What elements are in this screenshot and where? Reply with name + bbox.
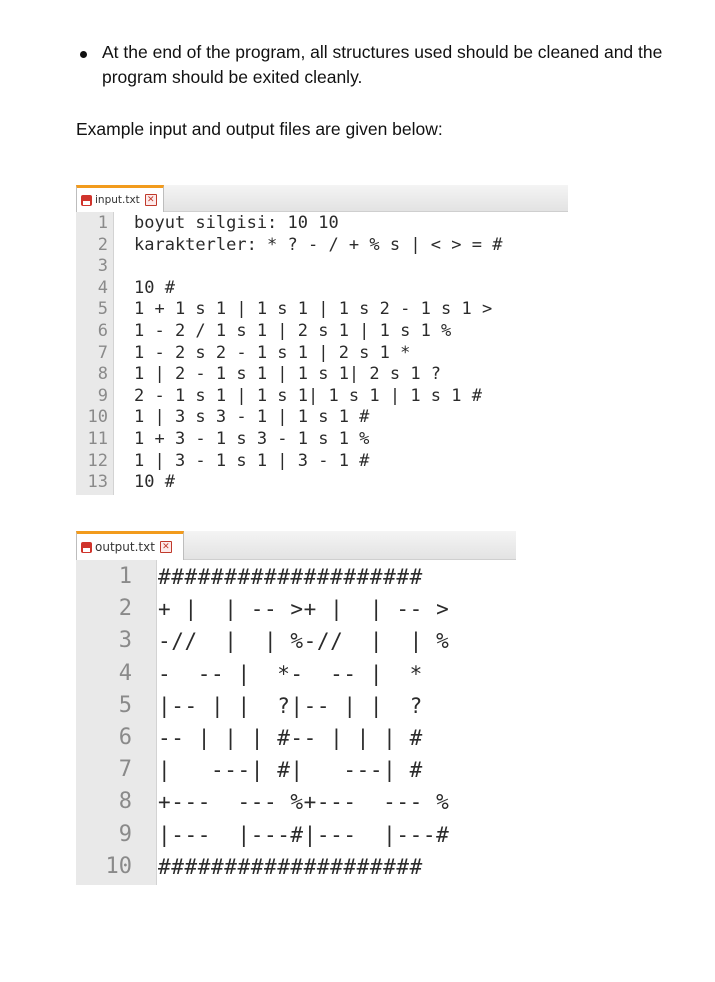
- line-text: 1 | 2 - 1 s 1 | 1 s 1| 2 s 1 ?: [134, 364, 442, 385]
- line-number: 10: [87, 407, 108, 428]
- line-number: 12: [87, 450, 108, 471]
- line-number: 6: [118, 725, 132, 750]
- code-line: [76, 429, 568, 451]
- code-line: [76, 343, 568, 365]
- line-number: 6: [97, 321, 108, 341]
- line-number: 1: [118, 564, 132, 589]
- line-text: 1 + 1 s 1 | 1 s 1 | 1 s 2 - 1 s 1 >: [134, 299, 493, 320]
- code-line: [76, 819, 516, 851]
- input-file-tab[interactable]: [76, 185, 164, 212]
- file-save-icon: [81, 195, 92, 206]
- close-tab-icon[interactable]: ✕: [160, 541, 172, 553]
- line-text: 1 - 2 / 1 s 1 | 2 s 1 | 1 s 1 %: [134, 321, 452, 341]
- code-line: [76, 593, 516, 625]
- input-tab-bar: [76, 185, 568, 212]
- line-number: 10: [105, 853, 132, 879]
- file-save-icon: [81, 542, 92, 553]
- code-line: [76, 386, 568, 408]
- line-text: karakterler: * ? - / + % s | < > = #: [134, 234, 503, 255]
- line-text: ####################: [158, 854, 423, 879]
- line-number: 5: [97, 299, 108, 320]
- intro-text: Example input and output files are given below:: [76, 119, 443, 139]
- line-text: |-- | | ?|-- | | ?: [158, 693, 423, 718]
- line-number: 8: [97, 364, 108, 385]
- line-text: | ---| #| ---| #: [158, 758, 423, 783]
- code-line: [76, 722, 516, 754]
- line-text: 1 + 3 - 1 s 3 - 1 s 1 %: [134, 429, 370, 449]
- input-file-window: [76, 185, 568, 495]
- bullet-dot-icon: [80, 51, 87, 58]
- code-line: [76, 213, 568, 235]
- line-text: 10 #: [134, 472, 175, 493]
- output-tab-bar: [76, 531, 516, 560]
- line-number: 11: [87, 429, 108, 449]
- line-text: -// | | %-// | | %: [158, 629, 450, 654]
- line-number: 7: [97, 342, 108, 363]
- code-line: [76, 407, 568, 429]
- line-number: 9: [118, 821, 132, 847]
- line-text: |--- |---#|--- |---#: [158, 822, 450, 847]
- line-text: 1 - 2 s 2 - 1 s 1 | 2 s 1 *: [134, 342, 411, 363]
- line-text: 2 - 1 s 1 | 1 s 1| 1 s 1 | 1 s 1 #: [134, 385, 482, 406]
- line-text: -- | | | #-- | | | #: [158, 726, 423, 750]
- code-line: [76, 256, 568, 278]
- code-line: [76, 658, 516, 690]
- line-number: 8: [118, 789, 132, 815]
- input-tab-label: input.txt: [95, 194, 140, 206]
- line-number: 3: [118, 628, 132, 654]
- code-line: [76, 851, 516, 883]
- code-line: [76, 786, 516, 818]
- code-line: [76, 472, 568, 494]
- output-file-tab[interactable]: [76, 531, 184, 560]
- line-number: 9: [97, 385, 108, 406]
- line-text: boyut silgisi: 10 10: [134, 213, 339, 233]
- line-text: 10 #: [134, 277, 175, 298]
- line-number: 5: [118, 692, 132, 718]
- line-number: 3: [97, 256, 108, 277]
- code-line: [76, 278, 568, 300]
- line-text: 1 | 3 - 1 s 1 | 3 - 1 #: [134, 450, 370, 471]
- code-line: [76, 754, 516, 786]
- code-line: [76, 561, 516, 593]
- code-line: [76, 364, 568, 386]
- code-line: [76, 451, 568, 473]
- line-number: 13: [87, 472, 108, 493]
- line-number: 4: [97, 277, 108, 298]
- line-number: 1: [97, 213, 108, 233]
- line-number: 4: [118, 660, 132, 686]
- line-text: + | | -- >+ | | -- >: [158, 597, 450, 622]
- close-tab-icon[interactable]: ✕: [145, 194, 157, 206]
- output-file-window: [76, 531, 516, 885]
- code-line: [76, 235, 568, 257]
- line-number: 2: [118, 596, 132, 622]
- output-tab-label: output.txt: [95, 540, 155, 554]
- bullet-item: [80, 40, 680, 90]
- line-text: 1 | 3 s 3 - 1 | 1 s 1 #: [134, 407, 370, 428]
- code-line: [76, 625, 516, 657]
- code-line: [76, 690, 516, 722]
- line-number: 7: [118, 757, 132, 783]
- code-line: [76, 321, 568, 343]
- line-text: - -- | *- -- | *: [158, 661, 423, 686]
- line-text: +--- --- %+--- --- %: [158, 790, 450, 815]
- bullet-text: At the end of the program, all structures used should be cleaned and the program should be exited cleanly.: [102, 42, 663, 87]
- code-line: [76, 299, 568, 321]
- line-text: ####################: [158, 565, 423, 589]
- line-number: 2: [97, 234, 108, 255]
